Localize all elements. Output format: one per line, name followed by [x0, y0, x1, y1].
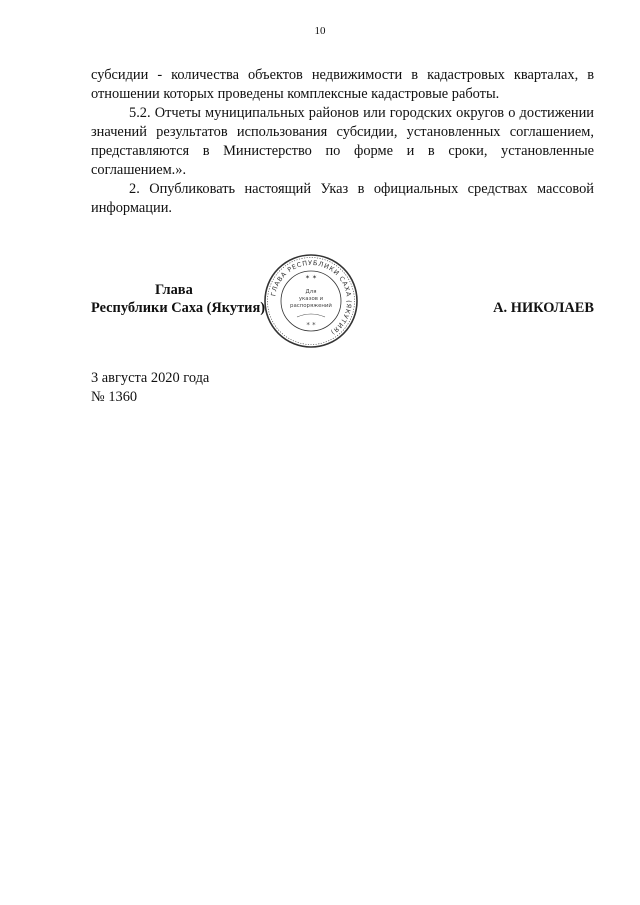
signatory-name: А. НИКОЛАЕВ: [493, 300, 594, 316]
svg-text:указов и: указов и: [298, 296, 324, 302]
document-number: № 1360: [91, 389, 138, 405]
svg-text:* *: * *: [306, 321, 316, 329]
paragraph-item-2: 2. Опубликовать настоящий Указ в официальных средствах массовой информации.: [91, 181, 594, 216]
document-body: [91, 66, 594, 218]
paragraph-item-5-2: 5.2. Отчеты муниципальных районов или городских округов о достижении значений результатов использования субсидии, установленных соглашением, представляются в Министерство по форме и в сроки, установленные соглашением.».: [91, 105, 594, 178]
signatory-title: Глава: [155, 282, 193, 298]
page-number: 10: [314, 25, 326, 37]
svg-text:ГЛАВА РЕСПУБЛИКИ САХА (ЯКУТИЯ): ГЛАВА РЕСПУБЛИКИ САХА (ЯКУТИЯ): [269, 258, 354, 337]
document-date: 3 августа 2020 года: [91, 370, 210, 386]
official-seal-stamp: [263, 253, 359, 349]
svg-text:Для: Для: [305, 289, 317, 295]
document-date-number: [91, 369, 209, 407]
signatory-organization: Республики Саха (Якутия): [91, 300, 266, 316]
svg-text:✶ ✶: ✶ ✶: [305, 274, 317, 281]
paragraph-continuation: субсидии - количества объектов недвижимости в кадастровых кварталах, в отношении которых проведены комплексные кадастровые работы.: [91, 67, 594, 102]
svg-text:распоряжений: распоряжений: [290, 303, 332, 309]
